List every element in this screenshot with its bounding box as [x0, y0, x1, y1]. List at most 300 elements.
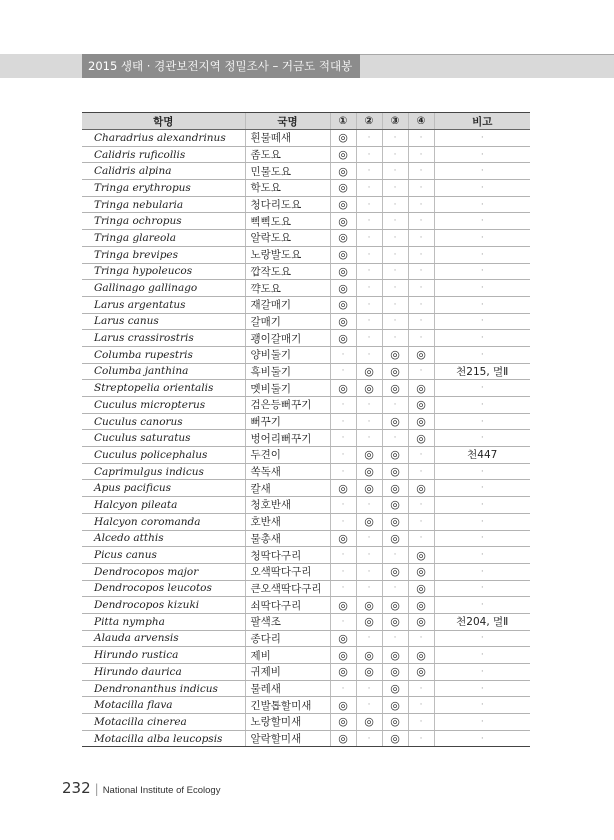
site-1-cell: ◎ — [330, 664, 356, 681]
site-1-cell: · — [330, 363, 356, 380]
column-header-site-2: ② — [356, 113, 382, 130]
site-3-cell: ◎ — [382, 714, 408, 731]
table-row — [82, 397, 530, 414]
scientific-name-cell: Tringa brevipes — [82, 246, 245, 263]
site-4-cell: · — [408, 513, 434, 530]
remarks-cell: 천204, 멸Ⅱ — [434, 613, 530, 630]
site-2-cell: · — [356, 680, 382, 697]
site-2-cell: ◎ — [356, 613, 382, 630]
scientific-name-cell: Dendrocopos major — [82, 563, 245, 580]
site-2-cell: · — [356, 130, 382, 147]
scientific-name-cell: Tringa glareola — [82, 230, 245, 247]
site-2-cell: · — [356, 180, 382, 197]
table-row — [82, 447, 530, 464]
footer-separator: | — [94, 782, 99, 796]
remarks-cell: · — [434, 563, 530, 580]
remarks-cell: · — [434, 497, 530, 514]
scientific-name-cell: Caprimulgus indicus — [82, 463, 245, 480]
site-1-cell: ◎ — [330, 313, 356, 330]
site-1-cell: ◎ — [330, 380, 356, 397]
table-row — [82, 580, 530, 597]
korean-name-cell: 쏙독새 — [245, 463, 330, 480]
site-3-cell: · — [382, 580, 408, 597]
site-1-cell: ◎ — [330, 697, 356, 714]
table-row — [82, 647, 530, 664]
site-2-cell: ◎ — [356, 380, 382, 397]
remarks-cell: · — [434, 697, 530, 714]
table-row — [82, 730, 530, 747]
column-header-korean-name: 국명 — [245, 113, 330, 130]
remarks-cell: · — [434, 146, 530, 163]
table-row — [82, 263, 530, 280]
site-2-cell: · — [356, 346, 382, 363]
korean-name-cell: 팔색조 — [245, 613, 330, 630]
scientific-name-cell: Motacilla alba leucopsis — [82, 730, 245, 747]
site-2-cell: · — [356, 330, 382, 347]
korean-name-cell: 뻐꾸기 — [245, 413, 330, 430]
site-3-cell: · — [382, 263, 408, 280]
scientific-name-cell: Charadrius alexandrinus — [82, 130, 245, 147]
site-4-cell: ◎ — [408, 346, 434, 363]
site-1-cell: ◎ — [330, 146, 356, 163]
remarks-cell: · — [434, 480, 530, 497]
scientific-name-cell: Motacilla flava — [82, 697, 245, 714]
scientific-name-cell: Larus crassirostris — [82, 330, 245, 347]
remarks-cell: · — [434, 330, 530, 347]
scientific-name-cell: Motacilla cinerea — [82, 714, 245, 731]
site-3-cell: · — [382, 130, 408, 147]
korean-name-cell: 민물도요 — [245, 163, 330, 180]
table-row — [82, 697, 530, 714]
site-4-cell: · — [408, 246, 434, 263]
site-1-cell: ◎ — [330, 163, 356, 180]
table-row — [82, 480, 530, 497]
korean-name-cell: 재갈매기 — [245, 296, 330, 313]
site-3-cell: · — [382, 430, 408, 447]
remarks-cell: · — [434, 130, 530, 147]
site-2-cell: · — [356, 163, 382, 180]
site-1-cell: · — [330, 547, 356, 564]
remarks-cell: · — [434, 597, 530, 614]
site-2-cell: ◎ — [356, 480, 382, 497]
site-3-cell: · — [382, 547, 408, 564]
site-2-cell: · — [356, 547, 382, 564]
site-4-cell: · — [408, 530, 434, 547]
site-4-cell: · — [408, 146, 434, 163]
site-3-cell: ◎ — [382, 664, 408, 681]
remarks-cell: · — [434, 196, 530, 213]
site-3-cell: ◎ — [382, 530, 408, 547]
site-3-cell: ◎ — [382, 346, 408, 363]
korean-name-cell: 긴발톱할미새 — [245, 697, 330, 714]
column-header-scientific-name: 학명 — [82, 113, 245, 130]
remarks-cell: · — [434, 346, 530, 363]
page-number: 232 — [62, 779, 91, 797]
site-4-cell: · — [408, 447, 434, 464]
korean-name-cell: 제비 — [245, 647, 330, 664]
korean-name-cell: 벙어리뻐꾸기 — [245, 430, 330, 447]
table-row — [82, 530, 530, 547]
site-3-cell: ◎ — [382, 363, 408, 380]
site-4-cell: · — [408, 213, 434, 230]
korean-name-cell: 멧비둘기 — [245, 380, 330, 397]
site-3-cell: · — [382, 630, 408, 647]
korean-name-cell: 학도요 — [245, 180, 330, 197]
site-2-cell: · — [356, 530, 382, 547]
korean-name-cell: 흰물떼새 — [245, 130, 330, 147]
scientific-name-cell: Calidris alpina — [82, 163, 245, 180]
site-4-cell: · — [408, 180, 434, 197]
table-row — [82, 613, 530, 630]
site-1-cell: · — [330, 613, 356, 630]
korean-name-cell: 괭이갈매기 — [245, 330, 330, 347]
korean-name-cell: 큰오색딱다구리 — [245, 580, 330, 597]
remarks-cell: · — [434, 530, 530, 547]
scientific-name-cell: Cuculus policephalus — [82, 447, 245, 464]
site-1-cell: ◎ — [330, 597, 356, 614]
korean-name-cell: 검은등뻐꾸기 — [245, 397, 330, 414]
scientific-name-cell: Columba rupestris — [82, 346, 245, 363]
site-2-cell: ◎ — [356, 447, 382, 464]
site-1-cell: · — [330, 463, 356, 480]
site-3-cell: · — [382, 180, 408, 197]
site-4-cell: · — [408, 230, 434, 247]
site-2-cell: ◎ — [356, 664, 382, 681]
site-2-cell: · — [356, 146, 382, 163]
remarks-cell: · — [434, 647, 530, 664]
table-row — [82, 363, 530, 380]
korean-name-cell: 두견이 — [245, 447, 330, 464]
site-1-cell: · — [330, 563, 356, 580]
site-2-cell: · — [356, 263, 382, 280]
site-4-cell: · — [408, 697, 434, 714]
site-2-cell: · — [356, 730, 382, 747]
site-3-cell: ◎ — [382, 613, 408, 630]
scientific-name-cell: Larus canus — [82, 313, 245, 330]
site-2-cell: · — [356, 280, 382, 297]
remarks-cell: · — [434, 213, 530, 230]
scientific-name-cell: Streptopelia orientalis — [82, 380, 245, 397]
site-2-cell: · — [356, 213, 382, 230]
scientific-name-cell: Dendrocopos leucotos — [82, 580, 245, 597]
remarks-cell: · — [434, 296, 530, 313]
table-row — [82, 196, 530, 213]
column-header-site-1: ① — [330, 113, 356, 130]
site-2-cell: ◎ — [356, 363, 382, 380]
site-2-cell: · — [356, 413, 382, 430]
korean-name-cell: 알락할미새 — [245, 730, 330, 747]
site-1-cell: ◎ — [330, 213, 356, 230]
remarks-cell: · — [434, 730, 530, 747]
species-table — [82, 112, 530, 747]
site-4-cell: · — [408, 463, 434, 480]
korean-name-cell: 오색딱다구리 — [245, 563, 330, 580]
site-2-cell: · — [356, 296, 382, 313]
site-4-cell: · — [408, 313, 434, 330]
table-row — [82, 630, 530, 647]
korean-name-cell: 좀도요 — [245, 146, 330, 163]
site-4-cell: · — [408, 196, 434, 213]
korean-name-cell: 종다리 — [245, 630, 330, 647]
table-row — [82, 130, 530, 147]
site-2-cell: ◎ — [356, 714, 382, 731]
scientific-name-cell: Pitta nympha — [82, 613, 245, 630]
scientific-name-cell: Tringa ochropus — [82, 213, 245, 230]
korean-name-cell: 삑삑도요 — [245, 213, 330, 230]
site-4-cell: · — [408, 263, 434, 280]
remarks-cell: · — [434, 513, 530, 530]
remarks-cell: · — [434, 163, 530, 180]
table-row — [82, 180, 530, 197]
site-3-cell: · — [382, 296, 408, 313]
table-row — [82, 313, 530, 330]
site-1-cell: ◎ — [330, 530, 356, 547]
site-1-cell: ◎ — [330, 230, 356, 247]
site-4-cell: · — [408, 330, 434, 347]
table-row — [82, 430, 530, 447]
korean-name-cell: 청딱다구리 — [245, 547, 330, 564]
table-row — [82, 146, 530, 163]
site-4-cell: ◎ — [408, 597, 434, 614]
table-row — [82, 163, 530, 180]
korean-name-cell: 꺅도요 — [245, 280, 330, 297]
site-1-cell: ◎ — [330, 263, 356, 280]
table-row — [82, 547, 530, 564]
scientific-name-cell: Larus argentatus — [82, 296, 245, 313]
site-3-cell: ◎ — [382, 480, 408, 497]
site-3-cell: ◎ — [382, 380, 408, 397]
table-row — [82, 380, 530, 397]
korean-name-cell: 쇠딱다구리 — [245, 597, 330, 614]
remarks-cell: 천447 — [434, 447, 530, 464]
remarks-cell: · — [434, 230, 530, 247]
site-3-cell: ◎ — [382, 463, 408, 480]
site-1-cell: · — [330, 513, 356, 530]
table-row — [82, 296, 530, 313]
site-1-cell: · — [330, 497, 356, 514]
site-4-cell: ◎ — [408, 580, 434, 597]
site-4-cell: · — [408, 714, 434, 731]
site-1-cell: · — [330, 413, 356, 430]
species-table-body — [82, 130, 530, 747]
korean-name-cell: 알락도요 — [245, 230, 330, 247]
site-1-cell: ◎ — [330, 330, 356, 347]
site-3-cell: · — [382, 163, 408, 180]
scientific-name-cell: Columba janthina — [82, 363, 245, 380]
site-3-cell: ◎ — [382, 563, 408, 580]
site-1-cell: · — [330, 580, 356, 597]
scientific-name-cell: Tringa nebularia — [82, 196, 245, 213]
korean-name-cell: 양비둘기 — [245, 346, 330, 363]
scientific-name-cell: Alauda arvensis — [82, 630, 245, 647]
site-3-cell: · — [382, 146, 408, 163]
scientific-name-cell: Hirundo daurica — [82, 664, 245, 681]
site-2-cell: · — [356, 313, 382, 330]
scientific-name-cell: Picus canus — [82, 547, 245, 564]
site-3-cell: ◎ — [382, 680, 408, 697]
site-2-cell: · — [356, 430, 382, 447]
korean-name-cell: 물총새 — [245, 530, 330, 547]
page-footer — [62, 779, 220, 797]
korean-name-cell: 칼새 — [245, 480, 330, 497]
site-1-cell: ◎ — [330, 130, 356, 147]
site-4-cell: · — [408, 296, 434, 313]
site-4-cell: ◎ — [408, 480, 434, 497]
site-3-cell: ◎ — [382, 413, 408, 430]
table-row — [82, 513, 530, 530]
remarks-cell: · — [434, 180, 530, 197]
site-4-cell: ◎ — [408, 430, 434, 447]
site-4-cell: · — [408, 280, 434, 297]
korean-name-cell: 흑비둘기 — [245, 363, 330, 380]
site-1-cell: · — [330, 397, 356, 414]
korean-name-cell: 깝작도요 — [245, 263, 330, 280]
table-row — [82, 346, 530, 363]
remarks-cell: · — [434, 680, 530, 697]
scientific-name-cell: Cuculus canorus — [82, 413, 245, 430]
site-3-cell: · — [382, 246, 408, 263]
site-2-cell: ◎ — [356, 647, 382, 664]
table-row — [82, 714, 530, 731]
site-2-cell: · — [356, 397, 382, 414]
korean-name-cell: 노랑할미새 — [245, 714, 330, 731]
site-4-cell: ◎ — [408, 613, 434, 630]
site-2-cell: · — [356, 230, 382, 247]
site-2-cell: ◎ — [356, 463, 382, 480]
site-1-cell: ◎ — [330, 296, 356, 313]
column-header-site-4: ④ — [408, 113, 434, 130]
korean-name-cell: 노랑발도요 — [245, 246, 330, 263]
site-4-cell: ◎ — [408, 413, 434, 430]
table-row — [82, 280, 530, 297]
site-3-cell: · — [382, 280, 408, 297]
site-2-cell: ◎ — [356, 513, 382, 530]
site-1-cell: ◎ — [330, 730, 356, 747]
table-row — [82, 413, 530, 430]
table-row — [82, 563, 530, 580]
site-1-cell: ◎ — [330, 714, 356, 731]
remarks-cell: · — [434, 714, 530, 731]
remarks-cell: 천215, 멸Ⅱ — [434, 363, 530, 380]
site-1-cell: ◎ — [330, 480, 356, 497]
site-4-cell: · — [408, 497, 434, 514]
scientific-name-cell: Calidris ruficollis — [82, 146, 245, 163]
table-row — [82, 246, 530, 263]
site-4-cell: · — [408, 163, 434, 180]
site-2-cell: · — [356, 630, 382, 647]
korean-name-cell: 물레새 — [245, 680, 330, 697]
footer-organization: National Institute of Ecology — [102, 785, 221, 796]
site-4-cell: ◎ — [408, 664, 434, 681]
remarks-cell: · — [434, 263, 530, 280]
remarks-cell: · — [434, 397, 530, 414]
scientific-name-cell: Hirundo rustica — [82, 647, 245, 664]
remarks-cell: · — [434, 463, 530, 480]
site-1-cell: ◎ — [330, 196, 356, 213]
running-header-title: 2015 생태 · 경관보전지역 정밀조사 – 거금도 적대봉 — [82, 54, 360, 78]
table-row — [82, 463, 530, 480]
site-2-cell: · — [356, 246, 382, 263]
remarks-cell: · — [434, 280, 530, 297]
site-4-cell: ◎ — [408, 380, 434, 397]
site-3-cell: ◎ — [382, 730, 408, 747]
site-2-cell: · — [356, 580, 382, 597]
table-row — [82, 664, 530, 681]
korean-name-cell: 갈매기 — [245, 313, 330, 330]
korean-name-cell: 청호반새 — [245, 497, 330, 514]
remarks-cell: · — [434, 630, 530, 647]
site-3-cell: ◎ — [382, 513, 408, 530]
column-header-site-3: ③ — [382, 113, 408, 130]
site-4-cell: ◎ — [408, 647, 434, 664]
site-4-cell: · — [408, 680, 434, 697]
site-2-cell: · — [356, 196, 382, 213]
site-3-cell: · — [382, 330, 408, 347]
site-1-cell: · — [330, 346, 356, 363]
site-3-cell: ◎ — [382, 447, 408, 464]
site-4-cell: ◎ — [408, 563, 434, 580]
site-2-cell: · — [356, 563, 382, 580]
site-1-cell: · — [330, 430, 356, 447]
site-3-cell: · — [382, 313, 408, 330]
remarks-cell: · — [434, 380, 530, 397]
site-4-cell: · — [408, 730, 434, 747]
site-2-cell: · — [356, 497, 382, 514]
scientific-name-cell: Tringa erythropus — [82, 180, 245, 197]
korean-name-cell: 청다리도요 — [245, 196, 330, 213]
remarks-cell: · — [434, 413, 530, 430]
scientific-name-cell: Cuculus saturatus — [82, 430, 245, 447]
remarks-cell: · — [434, 313, 530, 330]
korean-name-cell: 귀제비 — [245, 664, 330, 681]
site-3-cell: ◎ — [382, 647, 408, 664]
site-3-cell: ◎ — [382, 697, 408, 714]
site-1-cell: · — [330, 680, 356, 697]
site-3-cell: · — [382, 397, 408, 414]
scientific-name-cell: Dendrocopos kizuki — [82, 597, 245, 614]
remarks-cell: · — [434, 547, 530, 564]
site-1-cell: ◎ — [330, 647, 356, 664]
table-row — [82, 213, 530, 230]
scientific-name-cell: Apus pacificus — [82, 480, 245, 497]
site-4-cell: · — [408, 130, 434, 147]
scientific-name-cell: Cuculus micropterus — [82, 397, 245, 414]
site-1-cell: · — [330, 447, 356, 464]
remarks-cell: · — [434, 246, 530, 263]
table-row — [82, 597, 530, 614]
site-3-cell: · — [382, 230, 408, 247]
table-header-row — [82, 113, 530, 130]
site-4-cell: · — [408, 630, 434, 647]
site-1-cell: ◎ — [330, 180, 356, 197]
site-2-cell: ◎ — [356, 597, 382, 614]
site-3-cell: ◎ — [382, 597, 408, 614]
table-row — [82, 230, 530, 247]
site-4-cell: ◎ — [408, 397, 434, 414]
site-3-cell: · — [382, 196, 408, 213]
remarks-cell: · — [434, 580, 530, 597]
site-3-cell: · — [382, 213, 408, 230]
site-1-cell: ◎ — [330, 280, 356, 297]
scientific-name-cell: Alcedo atthis — [82, 530, 245, 547]
remarks-cell: · — [434, 430, 530, 447]
site-4-cell: · — [408, 363, 434, 380]
site-4-cell: ◎ — [408, 547, 434, 564]
scientific-name-cell: Tringa hypoleucos — [82, 263, 245, 280]
site-3-cell: ◎ — [382, 497, 408, 514]
remarks-cell: · — [434, 664, 530, 681]
korean-name-cell: 호반새 — [245, 513, 330, 530]
